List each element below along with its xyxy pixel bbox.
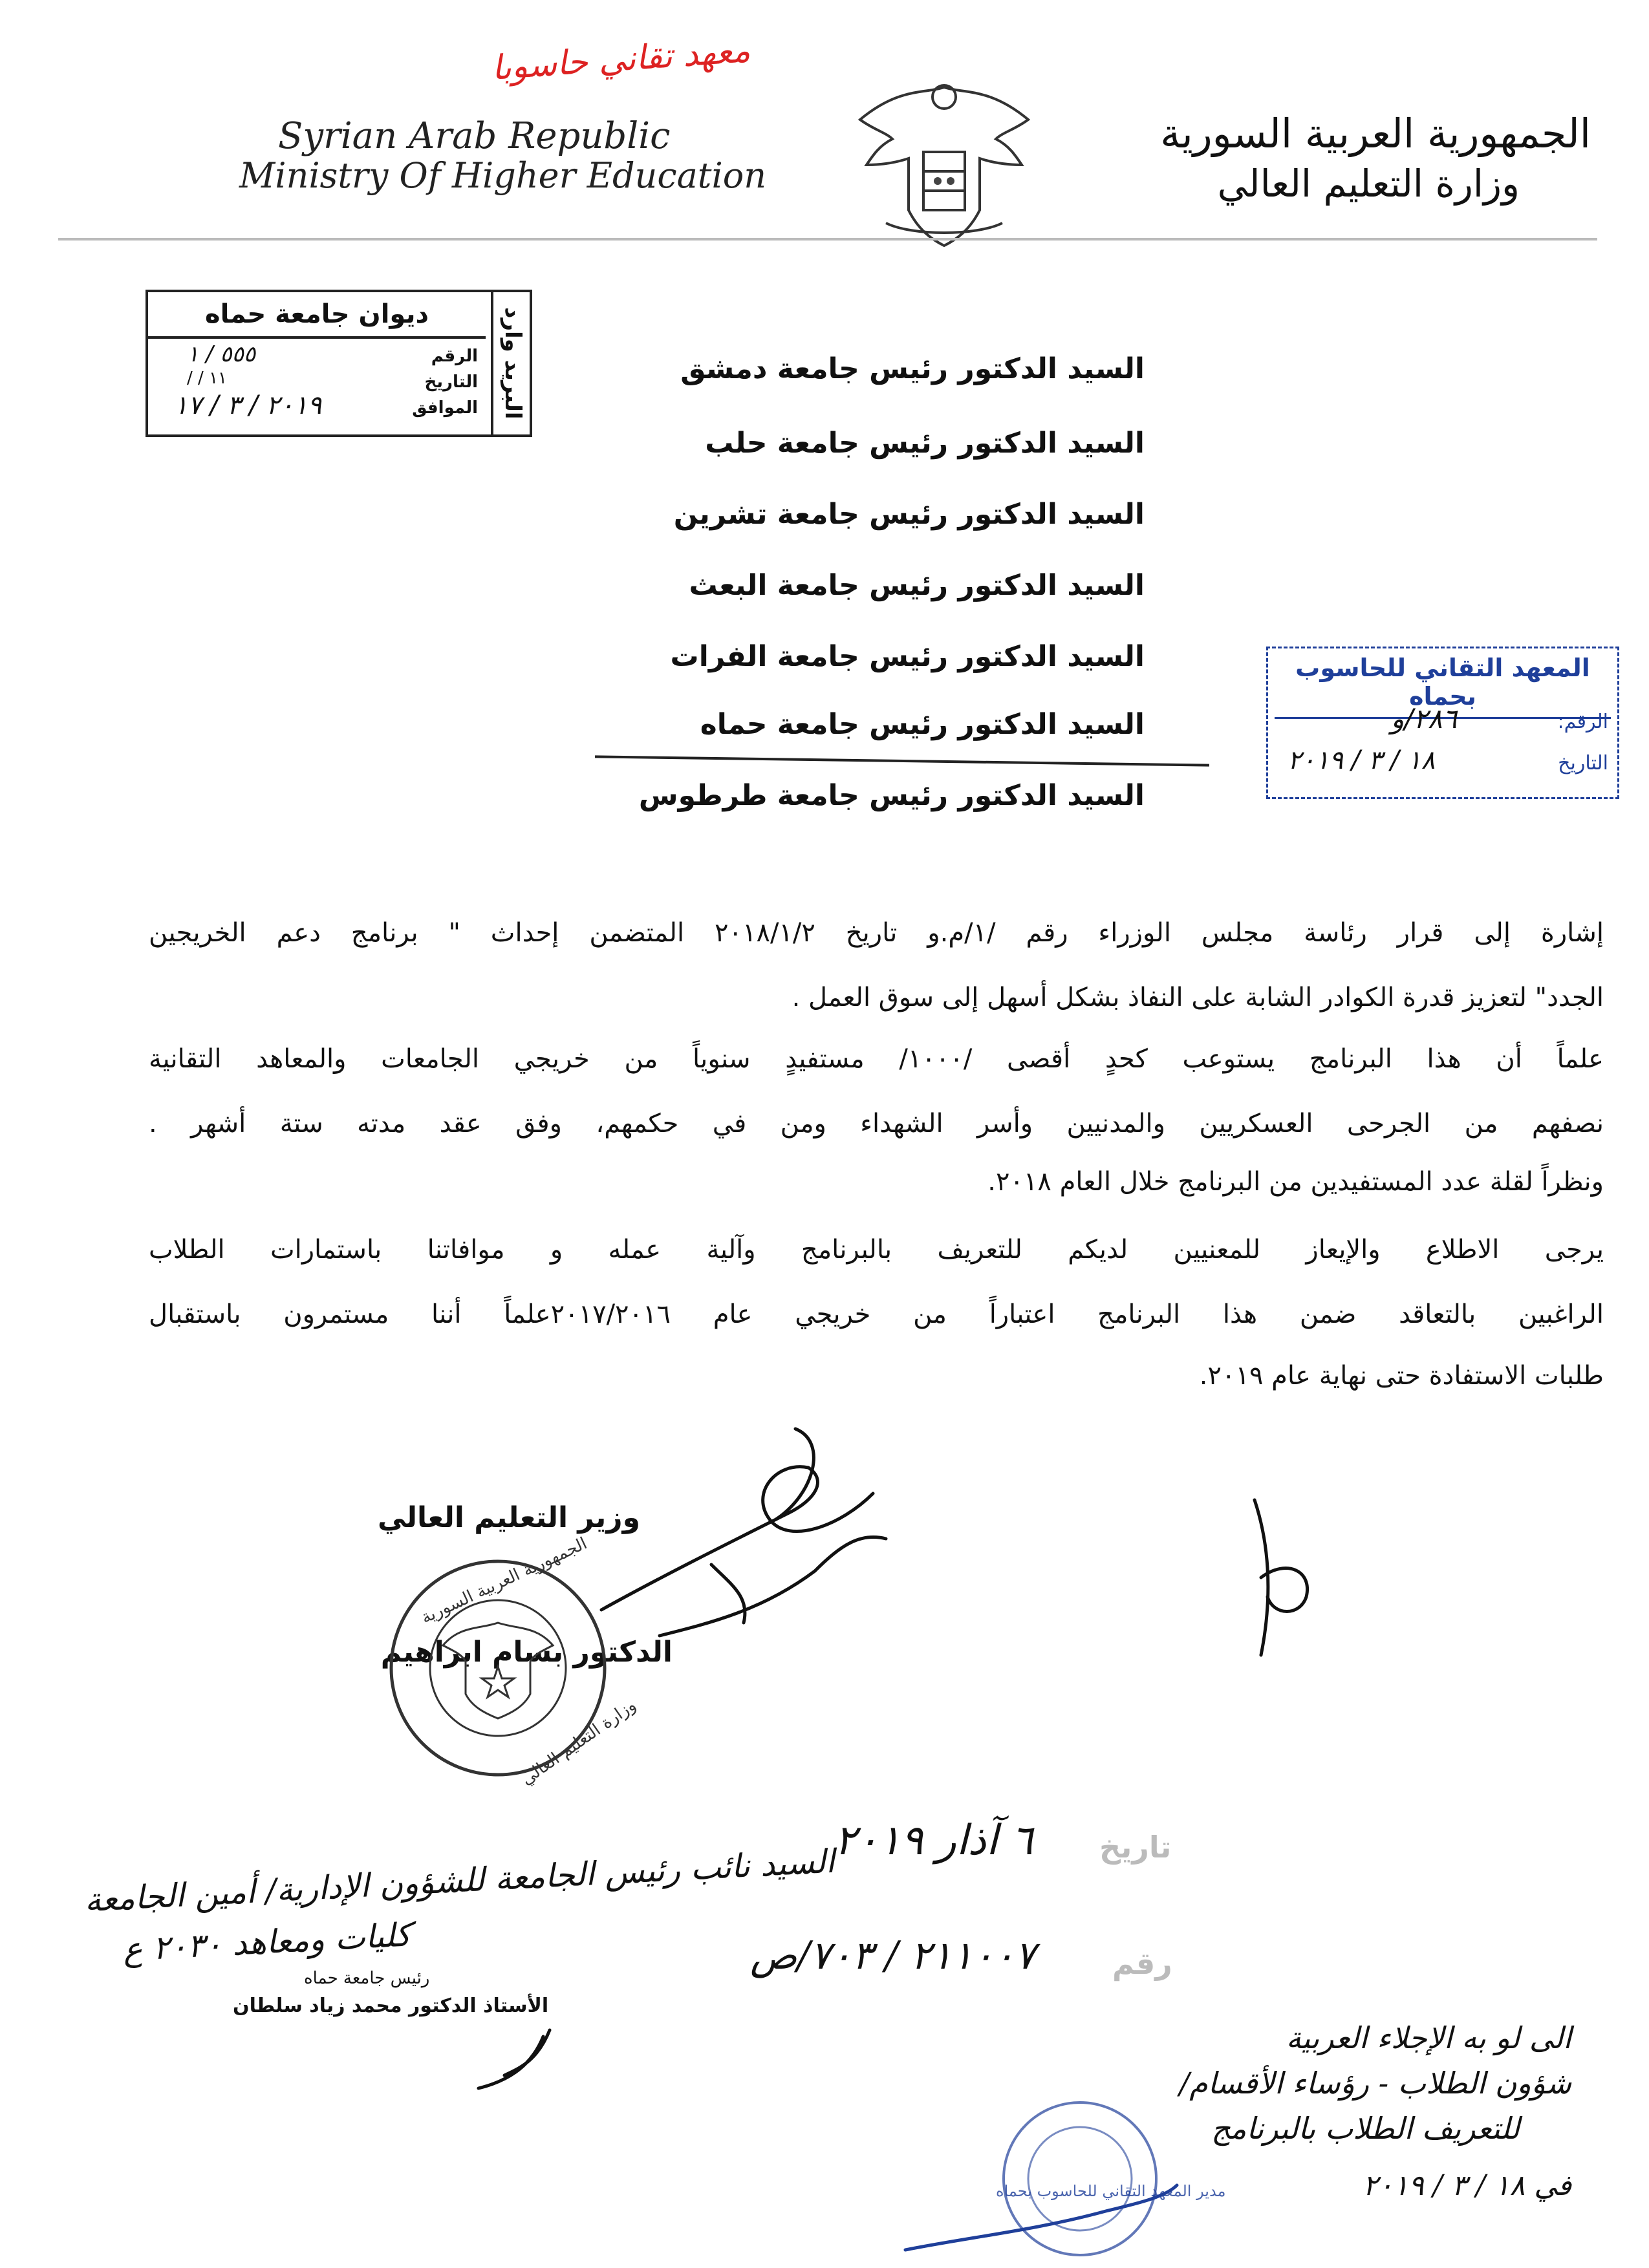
registry-title: ديوان جامعة حماه (148, 292, 486, 339)
faded-stamp-label: تاريخ (1099, 1830, 1172, 1865)
addressee-2: السيد الدكتور رئيس جامعة حلب (705, 427, 1145, 460)
body-line-4: نصفهم من الجرحى العسكريين والمدنيين وأسر الشهداء ومن في حكمهم، وفق عقد مدته ستة أشهر . (149, 1109, 1604, 1139)
faded-stamp-number-label: رقم (1112, 1946, 1172, 1981)
eagle-emblem (847, 68, 1041, 255)
body-line-1: إشارة إلى قرار رئاسة مجلس الوزراء رقم /١/م.و تاريخ ٢٠١٨/١/٢ المتضمن إحداث " برنامج دعم الخريجين (149, 918, 1604, 948)
body-line-3: علماً أن هذا البرنامج يستوعب كحدٍ أقصى /١٠٠٠/ مستفيدٍ سنوياً من خريجي الجامعات والمعاهد التقانية (149, 1044, 1604, 1074)
registry-received-label: الموافق (412, 398, 478, 418)
body-line-6: يرجى الاطلاع والإيعاز للمعنيين لديكم للتعريف بالبرنامج وآلية عمله و موافاتنا باستمارات الطلاب (149, 1235, 1604, 1265)
registry-date-label: التاريخ (424, 372, 478, 392)
addressee-4: السيد الدكتور رئيس جامعة البعث (689, 569, 1145, 602)
left-annotation-line2: كليات ومعاهد ٢٠٣٠ ع (122, 1916, 412, 1969)
faded-stamp-number: ٢١١٠٠٧ / ٧٠٣/ص (750, 1933, 1036, 1978)
handwritten-header-note: معهد تقاني حاسوبا (490, 31, 752, 88)
institute-number-label: الرقم: (1557, 711, 1608, 733)
registry-received-value: ٢٠١٩ / ٣ / ١٧ (174, 390, 322, 420)
header-divider (58, 238, 1597, 241)
addressee-3: السيد الدكتور رئيس جامعة تشرين (673, 498, 1145, 531)
bottom-annotation-line3: للتعريف الطلاب بالبرنامج (1211, 2111, 1520, 2146)
institute-date-label: التاريخ (1558, 752, 1608, 775)
body-line-7: الراغبين بالتعاقد ضمن هذا البرنامج اعتباراً من خريجي عام ٢٠١٧/٢٠١٦علماً أننا مستمرون باستقبال (149, 1300, 1604, 1329)
bottom-annotation-line1: الى لو به الإجلاء العربية (1286, 2020, 1571, 2055)
body-line-2: الجدد" لتعزيز قدرة الكوادر الشابة على النفاذ بشكل أسهل إلى سوق العمل . (792, 983, 1604, 1012)
seal-top-text: الجمهورية العربية السورية (418, 1534, 590, 1628)
signature-name: الدكتور بسام ابراهيم (380, 1636, 673, 1669)
bottom-signature-strokes (892, 2172, 1190, 2263)
addressee-1: السيد الدكتور رئيس جامعة دمشق (680, 352, 1145, 385)
body-line-5: ونظراً لقلة عدد المستفيدين من البرنامج خلال العام ٢٠١٨. (987, 1167, 1604, 1197)
registry-number-label: الرقم (431, 347, 478, 366)
registry-side-label: البريد وارد (491, 292, 532, 434)
minister-signature-strokes (582, 1416, 1035, 1662)
registry-number-value: ٥٥٥ / ١ (187, 341, 256, 367)
bottom-annotation-line2: شؤون الطلاب - رؤساء الأقسام/ (1179, 2066, 1571, 2101)
header-ar-country: الجمهورية العربية السورية (1160, 110, 1591, 157)
bottom-annotation-date: في ١٨ / ٣ / ٢٠١٩ (1363, 2169, 1571, 2202)
left-annotation-line3: رئيس جامعة حماه (304, 1969, 430, 1988)
secondary-signature-strokes (1216, 1487, 1358, 1668)
addressee-6: السيد الدكتور رئيس جامعة حماه (700, 708, 1145, 741)
institute-round-stamp-text: مدير المعهد التقاني للحاسوب بحماه (996, 2182, 1226, 2200)
institute-stamp-title: المعهد التقاني للحاسوب بحماه (1275, 654, 1611, 719)
signature-title: وزير التعليم العالي (377, 1501, 640, 1534)
addressee-underline (595, 755, 1209, 766)
registry-stamp (146, 290, 532, 437)
institute-date-value: ١٨ / ٣ / ٢٠١٩ (1288, 745, 1436, 775)
addressee-7: السيد الدكتور رئيس جامعة طرطوس (638, 779, 1145, 812)
registry-date-value: / / ١١ (187, 369, 227, 388)
left-bottom-signature-strokes (466, 2011, 569, 2101)
header-ar-ministry: وزارة التعليم العالي (1217, 162, 1520, 206)
addressee-5: السيد الدكتور رئيس جامعة الفرات (670, 640, 1145, 673)
left-annotation-line4: الأستاذ الدكتور محمد زياد سلطان (233, 1995, 549, 2017)
institute-stamp (1266, 647, 1619, 799)
seal-bottom-text: وزارة التعليم العالي (517, 1695, 640, 1790)
body-line-8: طلبات الاستفادة حتى نهاية عام ٢٠١٩. (1199, 1361, 1604, 1391)
header-en-country: Syrian Arab Republic (278, 115, 671, 157)
header-en-ministry: Ministry Of Higher Education (239, 155, 767, 196)
faded-stamp-date: ٦ آذار ٢٠١٩ (834, 1817, 1033, 1865)
institute-number-value: ٢٨٦/و (1391, 703, 1458, 734)
left-annotation-line1: السيد نائب رئيس الجامعة للشؤون الإدارية/ أمين الجامعة (83, 1842, 835, 1920)
